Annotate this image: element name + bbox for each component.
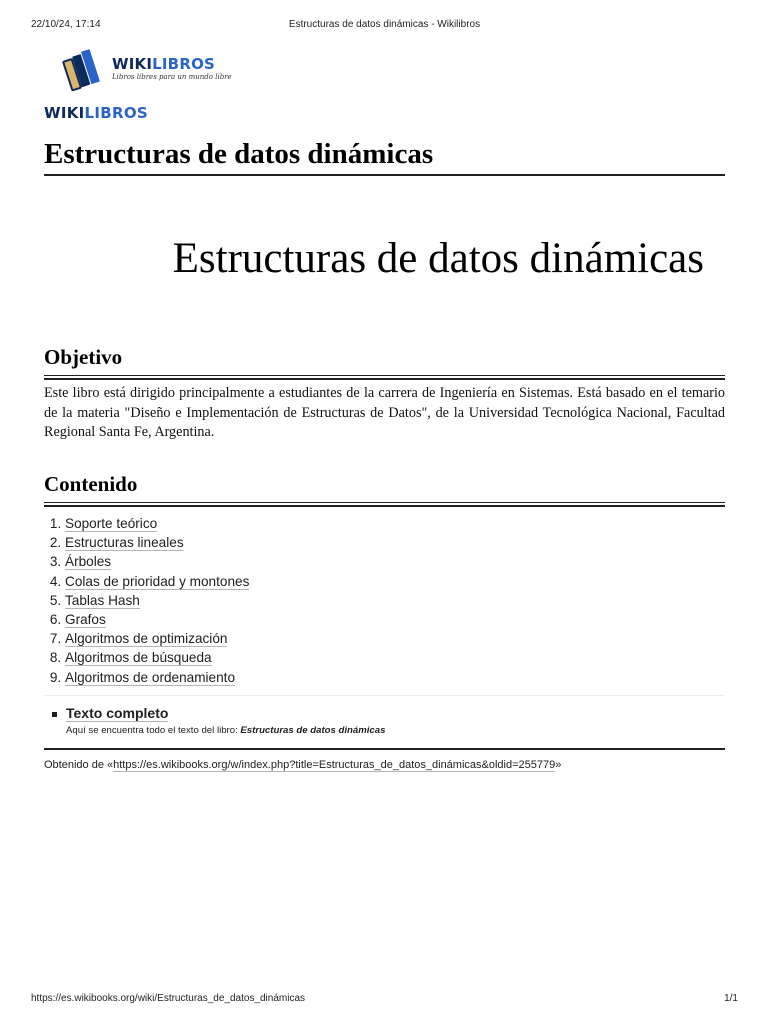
- list-item: [65, 668, 249, 687]
- list-item: [65, 533, 249, 552]
- logo-wordmark: WIKILIBROS: [112, 54, 216, 73]
- books-logo-icon: [60, 44, 106, 92]
- divider: [44, 695, 725, 696]
- print-page-title: Estructuras de datos dinámicas - Wikilibros: [288, 19, 481, 30]
- book-title: Estructuras de datos dinámicas: [172, 235, 704, 282]
- list-item: [65, 629, 249, 648]
- list-item: [65, 552, 249, 571]
- toc-link-algoritmos-busqueda[interactable]: Algoritmos de búsqueda: [65, 650, 212, 666]
- logo-tagline: Libros libres para un mundo libre: [112, 72, 232, 81]
- print-footer-url: https://es.wikibooks.org/wiki/Estructuras_de_datos_dinámicas: [31, 993, 306, 1004]
- toc-link-tablas-hash[interactable]: Tablas Hash: [65, 592, 140, 608]
- print-page-number: 1/1: [724, 993, 738, 1004]
- heading-rule: [44, 375, 725, 380]
- toc-link-estructuras-lineales[interactable]: Estructuras lineales: [65, 535, 184, 551]
- brand-wordmark: WIKILIBROS: [44, 104, 149, 122]
- section-heading-objetivo: Objetivo: [44, 344, 725, 380]
- print-datetime: 22/10/24, 17:14: [31, 19, 101, 30]
- toc-link-grafos[interactable]: Grafos: [65, 612, 106, 628]
- objetivo-paragraph: Este libro está dirigido principalmente a estudiantes de la carrera de Ingeniería en Sistemas. Está basado en el temario de la materia "Diseño e Implementación de Estructuras de Datos", de la Universidad Tecnológica Nacional, Facultad Regional Santa Fe, Argentina.: [44, 385, 725, 440]
- full-text-link[interactable]: Texto completo: [66, 705, 169, 721]
- divider: [44, 748, 725, 750]
- contents-list: [44, 514, 249, 687]
- toc-link-algoritmos-ordenamiento[interactable]: Algoritmos de ordenamiento: [65, 669, 236, 685]
- list-item: [65, 648, 249, 667]
- list-item: [65, 514, 249, 533]
- print-header: [31, 19, 738, 33]
- section-heading-contenido: Contenido: [44, 471, 725, 507]
- permanent-link[interactable]: https://es.wikibooks.org/w/index.php?title=Estructuras_de_datos_dinámicas&oldid=255779: [113, 759, 556, 771]
- toc-link-soporte-teorico[interactable]: Soporte teórico: [65, 516, 158, 531]
- print-footer: [31, 993, 738, 1007]
- heading-rule: [44, 502, 725, 507]
- toc-link-colas-de-prioridad[interactable]: Colas de prioridad y montones: [65, 573, 250, 589]
- retrieved-from: Obtenido de «https://es.wikibooks.org/w/index.php?title=Estructuras_de_datos_dinámicas&oldid=255779»: [44, 759, 562, 771]
- list-item: [65, 610, 249, 629]
- full-text-book-title: Estructuras de datos dinámicas: [240, 725, 386, 736]
- site-logo[interactable]: [60, 44, 232, 92]
- bullet-icon: [52, 712, 57, 717]
- list-item: [65, 572, 249, 591]
- page-title: Estructuras de datos dinámicas: [44, 136, 725, 176]
- toc-link-algoritmos-optimizacion[interactable]: Algoritmos de optimización: [65, 631, 228, 647]
- full-text-description: Aquí se encuentra todo el texto del libro: Estructuras de datos dinámicas: [66, 725, 386, 736]
- list-item: [65, 591, 249, 610]
- toc-link-arboles[interactable]: Árboles: [65, 554, 112, 570]
